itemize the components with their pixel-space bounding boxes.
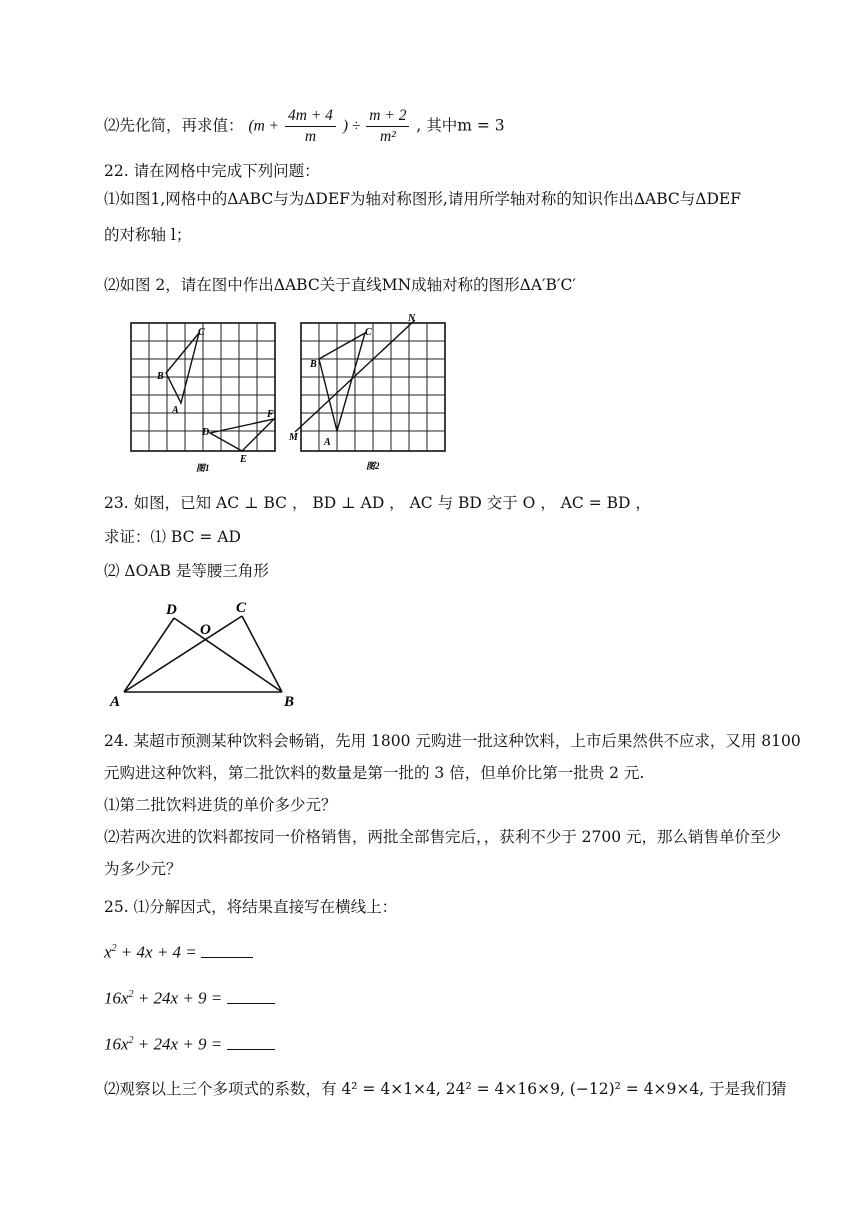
fig1-label-d: D xyxy=(202,427,210,438)
triangle-abc xyxy=(166,333,199,403)
q25-expr3 xyxy=(104,1030,275,1056)
q21-expr-open: (m + xyxy=(248,117,284,135)
q21-frac1 xyxy=(285,106,336,147)
fig2-caption: 图2 xyxy=(366,461,380,471)
segment-ad xyxy=(124,618,174,692)
q24-line5: 为多少元？ xyxy=(104,860,182,878)
q25-expr1-sq: 2 xyxy=(111,943,117,954)
figure-1 xyxy=(126,318,282,474)
q21-frac2-den: m² xyxy=(379,128,396,145)
q21-frac1-num: 4m + 4 xyxy=(285,106,336,127)
fig2-label-n: N xyxy=(408,313,416,324)
q23-label-o: O xyxy=(200,622,211,638)
q24-line1: 24. 某超市预测某种饮料会畅销，先用 1800 元购进一批这种饮料，上市后果然供不应求，又用 8100 xyxy=(104,732,801,750)
segment-cb xyxy=(242,616,282,692)
q23-line1: 23. 如图，已知 AC ⊥ BC ， BD ⊥ AD ， AC 与 BD 交于 O ， AC = BD ， xyxy=(104,494,651,512)
fig1-label-e: E xyxy=(240,454,247,465)
fig2-grid xyxy=(301,323,445,451)
q22-part1-line2: 的对称轴 l； xyxy=(104,226,192,244)
fig1-label-f: F xyxy=(267,409,274,420)
q22-title: 22. 请在网格中完成下列问题： xyxy=(104,162,320,180)
q25-answer-blank-3[interactable] xyxy=(227,1033,275,1050)
q25-expr2-b: + 24x + 9 = xyxy=(133,988,223,1008)
q25-expr2-sq: 2 xyxy=(128,989,134,1000)
q25-title: 25. ⑴分解因式，将结果直接写在横线上： xyxy=(104,898,398,916)
q21-condition: , 其中m = 3 xyxy=(416,116,505,135)
triangle-def xyxy=(210,419,274,451)
figure-2 xyxy=(286,312,452,474)
fig1-caption: 图1 xyxy=(196,463,210,473)
q25-expr3-sq: 2 xyxy=(128,1035,134,1046)
q25-answer-blank-2[interactable] xyxy=(227,987,275,1004)
fig2-label-a: A xyxy=(324,437,331,448)
fig2-label-c: C xyxy=(365,327,372,338)
q22-part2: ⑵如图 2，请在图中作出ΔABC关于直线MN成轴对称的图形ΔA′B′C′ xyxy=(104,276,576,294)
q25-expr1-a: x xyxy=(104,942,112,962)
segment-ac xyxy=(124,616,242,692)
q25-expr1-b: + 4x + 4 = xyxy=(116,942,197,962)
q21-expr-mid: ) ÷ xyxy=(342,117,365,135)
q23-label-b: B xyxy=(284,694,295,710)
triangle-abc-fig2 xyxy=(319,333,365,431)
q25-expr1 xyxy=(104,938,253,964)
q24-line4: ⑵若两次进的饮料都按同一价格销售，两批全部售完后，，获利不少于 2700 元，那么销售单价至少 xyxy=(104,828,782,846)
q22-part1-line1: ⑴如图1,网格中的ΔABC与为ΔDEF为轴对称图形,请用所学轴对称的知识作出ΔABC与ΔDEF xyxy=(104,190,741,208)
q24-line3: ⑴第二批饮料进货的单价多少元？ xyxy=(104,796,337,814)
q23-label-c: C xyxy=(236,600,247,616)
q25-expr2 xyxy=(104,984,275,1010)
q23-line3: ⑵ ΔOAB 是等腰三角形 xyxy=(104,562,269,580)
q23-line2: 求证：⑴ BC = AD xyxy=(104,528,241,546)
q25-expr2-a: 16x xyxy=(104,988,129,1008)
fig2-label-b: B xyxy=(310,359,317,370)
q21-frac2-num: m + 2 xyxy=(366,106,409,127)
fig1-label-b: B xyxy=(157,371,164,382)
segment-db xyxy=(174,618,282,692)
q25-expr3-b: + 24x + 9 = xyxy=(133,1034,223,1054)
q23-label-a: A xyxy=(110,694,121,710)
q21-prefix: ⑵先化简，再求值： xyxy=(104,116,244,135)
fig1-label-c: C xyxy=(198,327,205,338)
figure-q23 xyxy=(106,596,306,712)
q21-frac1-den: m xyxy=(304,128,317,145)
q25-part2: ⑵观察以上三个多项式的系数，有 4² = 4×1×4, 24² = 4×16×9, (−12)² = 4×9×4, 于是我们猜 xyxy=(104,1080,787,1098)
q25-answer-blank-1[interactable] xyxy=(201,941,253,958)
q21-line xyxy=(104,106,505,147)
q21-frac2 xyxy=(366,106,409,147)
fig2-label-m: M xyxy=(289,432,298,443)
fig1-label-a: A xyxy=(172,405,179,416)
q25-expr3-a: 16x xyxy=(104,1034,129,1054)
q24-line2: 元购进这种饮料，第二批饮料的数量是第一批的 3 倍，但单价比第一批贵 2 元. xyxy=(104,764,645,782)
q23-label-d: D xyxy=(166,602,177,618)
